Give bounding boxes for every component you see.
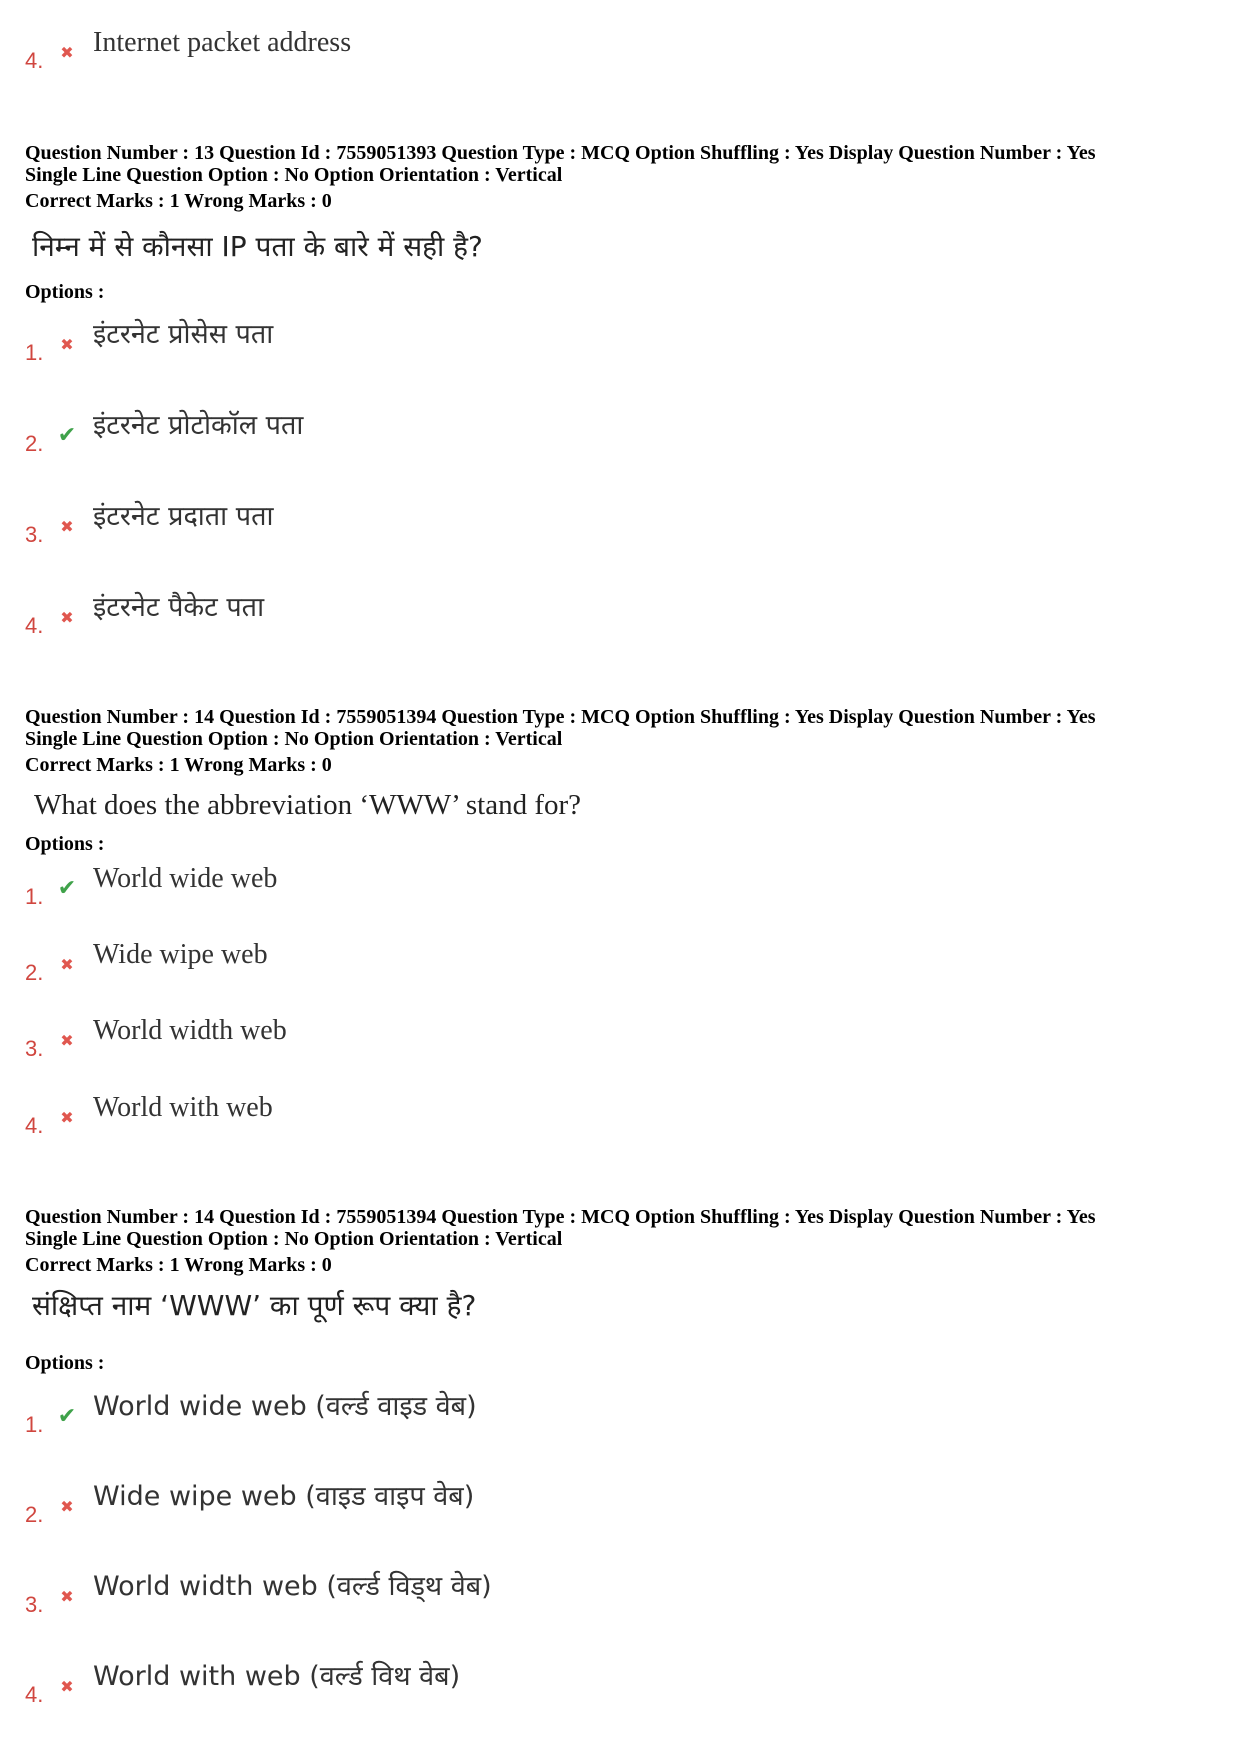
- option-text: इंटरनेट प्रोटोकॉल पता: [93, 410, 304, 441]
- option-row: [25, 1480, 925, 1530]
- option-row: [25, 318, 925, 368]
- marks-line: Correct Marks : 1 Wrong Marks : 0: [25, 754, 332, 776]
- option-number: 4.: [25, 48, 44, 73]
- option-number: 3.: [25, 1592, 44, 1617]
- cross-icon: ✖: [60, 1107, 74, 1127]
- question-block: [25, 706, 1215, 776]
- option-text: Wide wipe web (वाइड वाइप वेब): [93, 1481, 475, 1512]
- option-text: Internet packet address: [93, 27, 352, 58]
- option-text: इंटरनेट प्रदाता पता: [93, 501, 274, 532]
- marks-line: Correct Marks : 1 Wrong Marks : 0: [25, 1254, 332, 1276]
- question-meta-line2: Single Line Question Option : No Option Orientation : Vertical: [25, 1228, 563, 1250]
- option-row: [25, 26, 925, 76]
- marks-line: Correct Marks : 1 Wrong Marks : 0: [25, 190, 332, 212]
- question-block: [25, 142, 1215, 212]
- option-number: 2.: [25, 431, 44, 456]
- cross-icon: ✖: [60, 1676, 74, 1696]
- question-text: What does the abbreviation ‘WWW’ stand for?: [34, 789, 582, 821]
- check-icon: ✔: [57, 875, 77, 901]
- option-text: इंटरनेट प्रोसेस पता: [93, 319, 274, 350]
- option-text: World with web: [93, 1092, 273, 1123]
- option-text: World wide web (वर्ल्ड वाइड वेब): [93, 1391, 477, 1422]
- option-number: 2.: [25, 1502, 44, 1527]
- option-row: [25, 938, 925, 988]
- cross-icon: ✖: [60, 42, 74, 62]
- option-number: 1.: [25, 884, 44, 909]
- option-row: [25, 1660, 925, 1710]
- option-row: [25, 1570, 925, 1620]
- option-row: [25, 1091, 925, 1141]
- option-text: World wide web: [93, 863, 278, 894]
- option-number: 3.: [25, 522, 44, 547]
- cross-icon: ✖: [60, 1030, 74, 1050]
- option-row: [25, 591, 925, 641]
- question-meta-line1: Question Number : 13 Question Id : 7559051393 Question Type : MCQ Option Shuffling : Yes Display Question Number : Yes: [25, 142, 1096, 164]
- option-number: 4.: [25, 613, 44, 638]
- cross-icon: ✖: [60, 954, 74, 974]
- question-meta-line1: Question Number : 14 Question Id : 7559051394 Question Type : MCQ Option Shuffling : Yes Display Question Number : Yes: [25, 706, 1096, 728]
- option-number: 1.: [25, 340, 44, 365]
- cross-icon: ✖: [60, 334, 74, 354]
- option-text: World width web (वर्ल्ड विड्थ वेब): [93, 1571, 492, 1602]
- question-text: निम्न में से कौनसा IP पता के बारे में सही है?: [32, 230, 483, 263]
- option-row: [25, 862, 925, 912]
- question-meta-line2: Single Line Question Option : No Option Orientation : Vertical: [25, 164, 563, 186]
- option-text: इंटरनेट पैकेट पता: [93, 592, 265, 623]
- options-label: Options :: [25, 833, 105, 855]
- option-text: World with web (वर्ल्ड विथ वेब): [93, 1661, 461, 1692]
- option-number: 1.: [25, 1412, 44, 1437]
- option-text: World width web: [93, 1015, 287, 1046]
- option-number: 3.: [25, 1036, 44, 1061]
- option-text: Wide wipe web: [93, 939, 268, 970]
- option-row: [25, 1390, 925, 1440]
- question-text: संक्षिप्त नाम ‘WWW’ का पूर्ण रूप क्या है?: [32, 1289, 477, 1322]
- cross-icon: ✖: [60, 1496, 74, 1516]
- option-number: 2.: [25, 960, 44, 985]
- option-row: [25, 500, 925, 550]
- cross-icon: ✖: [60, 607, 74, 627]
- options-label: Options :: [25, 1352, 105, 1374]
- check-icon: ✔: [57, 422, 77, 448]
- cross-icon: ✖: [60, 1586, 74, 1606]
- option-number: 4.: [25, 1682, 44, 1707]
- question-block: [25, 1206, 1215, 1276]
- question-meta-line1: Question Number : 14 Question Id : 7559051394 Question Type : MCQ Option Shuffling : Yes Display Question Number : Yes: [25, 1206, 1096, 1228]
- question-meta-line2: Single Line Question Option : No Option Orientation : Vertical: [25, 728, 563, 750]
- cross-icon: ✖: [60, 516, 74, 536]
- check-icon: ✔: [57, 1403, 77, 1429]
- options-label: Options :: [25, 281, 105, 303]
- option-row: [25, 409, 925, 459]
- option-row: [25, 1014, 925, 1064]
- option-number: 4.: [25, 1113, 44, 1138]
